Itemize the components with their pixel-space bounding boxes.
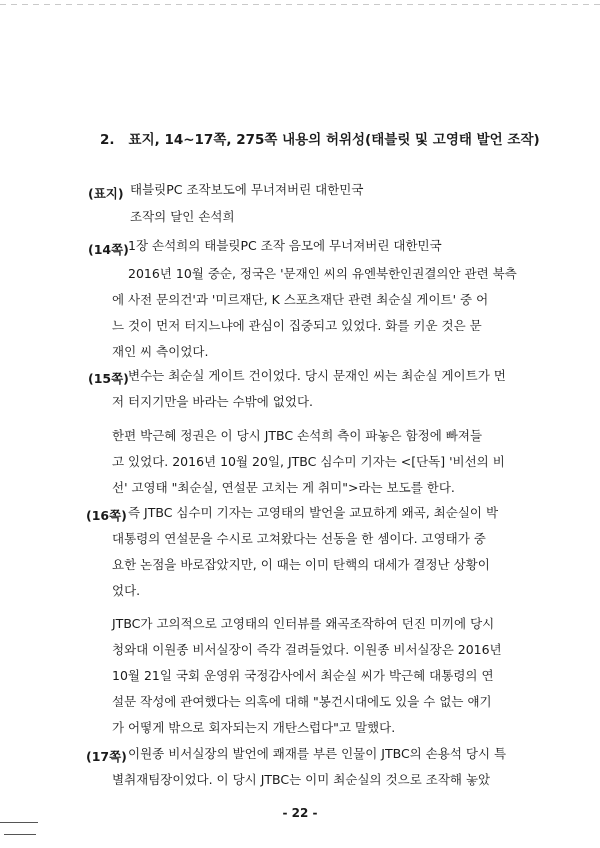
scan-edge-line bbox=[0, 4, 600, 5]
entry-line: 이원종 비서실장의 발언에 쾌재를 부른 인물이 JTBC의 손용석 당시 특 bbox=[128, 746, 507, 761]
entry-line: 에 사전 문의건'과 '미르재단, K 스포츠재단 관련 최순실 게이트' 중 어 bbox=[112, 292, 489, 307]
entry-tag-p14: (14쪽) bbox=[88, 242, 129, 257]
entry-line: 조작의 달인 손석희 bbox=[130, 209, 235, 224]
entry-line: 저 터지기만을 바라는 수밖에 없었다. bbox=[112, 394, 313, 409]
entry-line: 요한 논점을 바로잡았지만, 이 때는 이미 탄핵의 대세가 결정난 상황이 bbox=[112, 557, 490, 572]
entry-line: 가 어떻게 밖으로 회자되는지 개탄스럽다"고 말했다. bbox=[112, 720, 396, 735]
entry-line: 1장 손석희의 태블릿PC 조작 음모에 무너져버린 대한민국 bbox=[128, 238, 442, 253]
entry-line: 한편 박근혜 정권은 이 당시 JTBC 손석희 측이 파놓은 함정에 빠져들 bbox=[112, 428, 483, 443]
entry-line: 느 것이 먼저 터지느냐에 관심이 집중되고 있었다. 화를 키운 것은 문 bbox=[112, 318, 482, 333]
entry-tag-cover: (표지) bbox=[88, 186, 124, 201]
entry-line: 2016년 10월 중순, 정국은 '문재인 씨의 유엔북한인권결의안 관련 북측 bbox=[128, 266, 517, 281]
entry-line: 재인 씨 측이었다. bbox=[112, 344, 209, 359]
entry-tag-p15: (15쪽) bbox=[88, 371, 129, 386]
entry-tag-p16: (16쪽) bbox=[86, 508, 127, 523]
entry-line: 10월 21일 국회 운영위 국정감사에서 최순실 씨가 박근혜 대통령의 연 bbox=[112, 668, 494, 683]
footer-rule bbox=[4, 834, 36, 835]
entry-line: 선' 고영태 "최순실, 연설문 고치는 게 취미">라는 보도를 한다. bbox=[112, 480, 455, 495]
section-heading bbox=[100, 128, 540, 148]
entry-tag-p17: (17쪽) bbox=[86, 749, 127, 764]
entry-line: JTBC가 고의적으로 고영태의 인터뷰를 왜곡조작하여 던진 미끼에 당시 bbox=[112, 616, 495, 631]
section-number: 2. bbox=[100, 132, 115, 148]
entry-line: 고 있었다. 2016년 10월 20일, JTBC 심수미 기자는 <[단독] '비선의 비 bbox=[112, 454, 505, 469]
entry-line: 었다. bbox=[112, 583, 141, 598]
page-number: - 22 - bbox=[282, 806, 318, 820]
entry-line: 청와대 이원종 비서실장이 즉각 걸려들었다. 이원종 비서실장은 2016년 bbox=[112, 642, 502, 657]
entry-line: 별취재팀장이었다. 이 당시 JTBC는 이미 최순실의 것으로 조작해 놓았 bbox=[112, 772, 491, 787]
footer-rule bbox=[0, 822, 38, 823]
entry-line: 설문 작성에 관여했다는 의혹에 대해 "봉건시대에도 있을 수 없는 얘기 bbox=[112, 694, 492, 709]
entry-line: 태블릿PC 조작보도에 무너져버린 대한민국 bbox=[130, 182, 364, 197]
section-title-text: 표지, 14~17쪽, 275쪽 내용의 허위성(태블릿 및 고영태 발언 조작) bbox=[128, 132, 540, 148]
entry-line: 대통령의 연설문을 수시로 고쳐왔다는 선동을 한 셈이다. 고영태가 중 bbox=[112, 531, 486, 546]
entry-line: 즉 JTBC 심수미 기자는 고영태의 발언을 교묘하게 왜곡, 최순실이 박 bbox=[128, 505, 499, 520]
entry-line: 변수는 최순실 게이트 건이었다. 당시 문재인 씨는 최순실 게이트가 먼 bbox=[128, 368, 506, 383]
